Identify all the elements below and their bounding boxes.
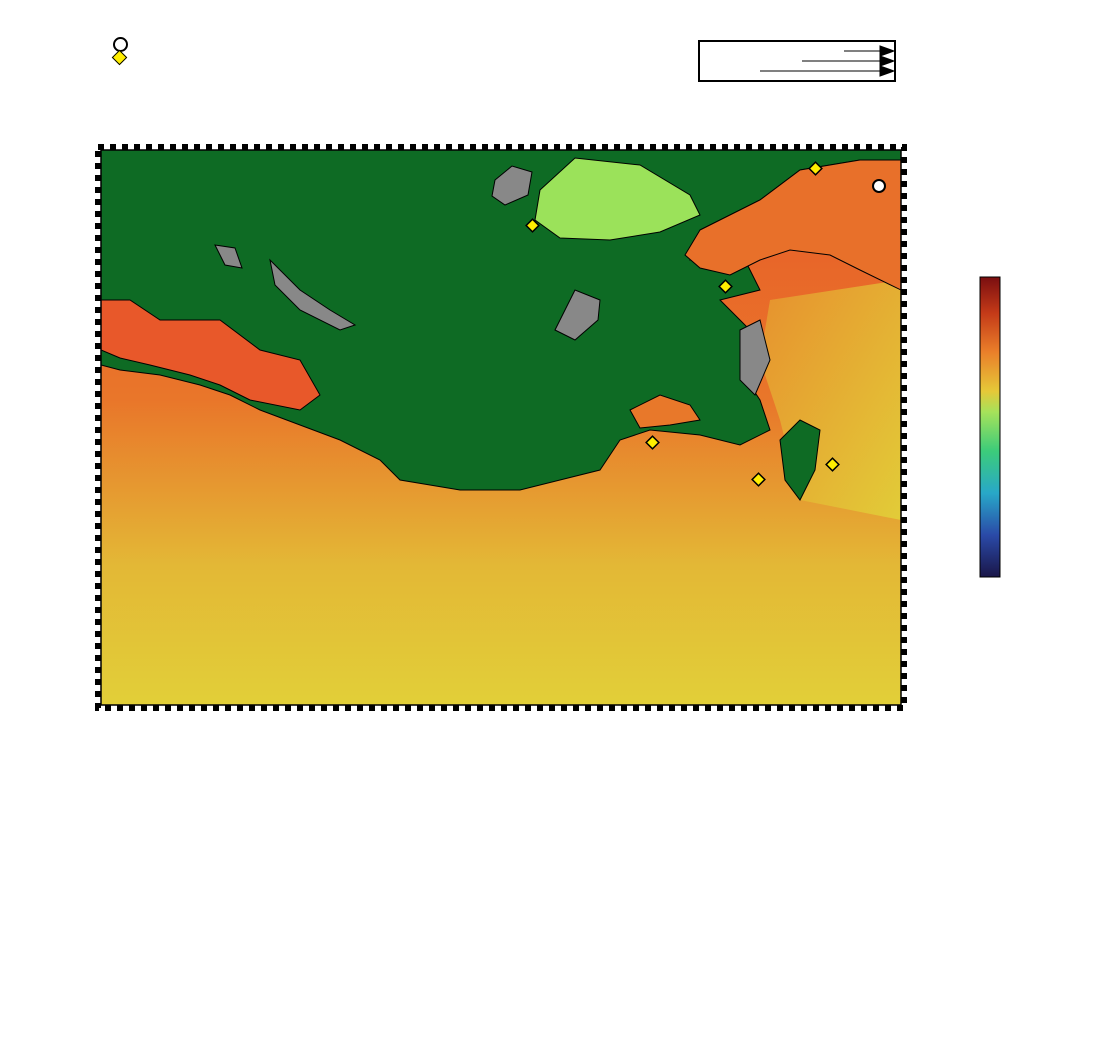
usm-station-marker [873, 180, 885, 192]
map-area [101, 150, 901, 705]
colorbar [980, 277, 1000, 577]
colorbar-scale [980, 277, 1000, 577]
